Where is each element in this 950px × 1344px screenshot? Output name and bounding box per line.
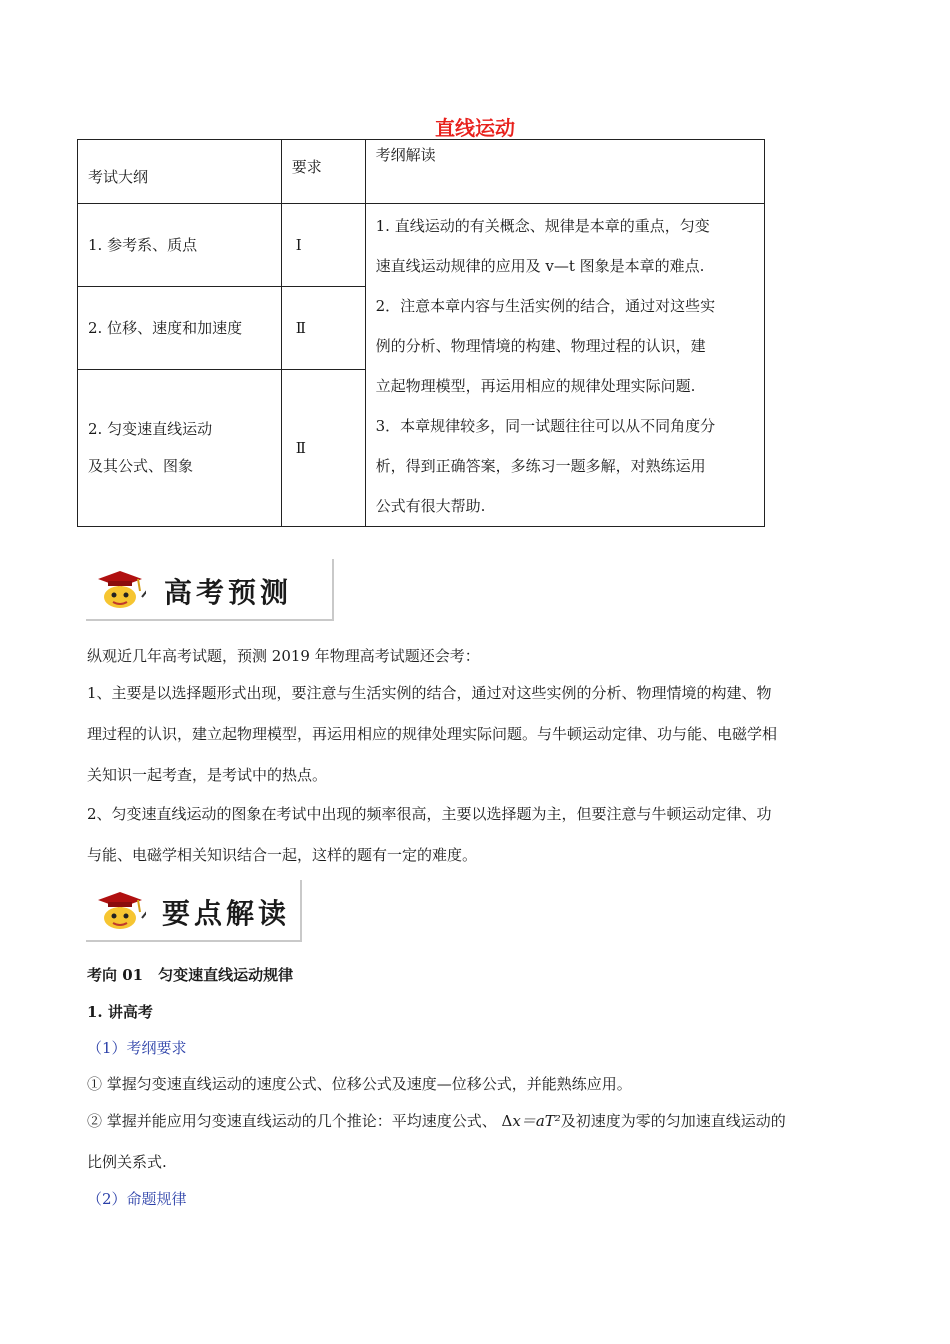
subheading-outline-requirements: （1）考纲要求 xyxy=(87,1039,187,1057)
paragraph-line: 理过程的认识，建立起物理模型，再运用相应的规律处理实际问题。与牛顿运动定律、功与能、电磁学相 xyxy=(87,725,778,743)
interpretation-cell xyxy=(365,204,764,527)
paragraph-line: 2、匀变速直线运动的图象在考试中出现的频率很高，主要以选择题为主，但要注意与牛顿运动定律、功 xyxy=(87,805,772,823)
prediction-intro: 纵观近几年高考试题，预测 2019 年物理高考试题还会考： xyxy=(87,647,480,665)
requirement-2-suffix: 及初速度为零的匀加速直线运动的 xyxy=(560,1112,786,1130)
outline-item: 1. 参考系、质点 xyxy=(78,204,282,287)
interpretation-line: 立起物理模型，再运用相应的规律处理实际问题. xyxy=(375,377,696,395)
exam-outline-table xyxy=(77,139,765,527)
requirement-level: Ⅰ xyxy=(281,204,365,287)
requirement-2 xyxy=(87,1101,867,1183)
outline-item-line: 及其公式、图象 xyxy=(88,456,194,475)
subheading-proposition-rules: （2）命题规律 xyxy=(87,1190,187,1208)
outline-item xyxy=(78,369,282,526)
mascot-graduate-icon xyxy=(94,890,146,930)
outline-item: 2. 位移、速度和加速度 xyxy=(78,286,282,369)
header-outline: 考试大纲 xyxy=(78,140,282,204)
prediction-paragraph-1 xyxy=(87,673,867,796)
requirement-1: ① 掌握匀变速直线运动的速度公式、位移公式及速度—位移公式，并能熟练应用。 xyxy=(87,1075,632,1093)
requirement-2-line xyxy=(87,1101,867,1142)
requirement-level: Ⅱ xyxy=(281,369,365,526)
banner-label: 要点解读 xyxy=(162,897,291,930)
requirement-2-line: 比例关系式. xyxy=(87,1153,167,1171)
interpretation-line: 例的分析、物理情境的构建、物理过程的认识，建 xyxy=(375,337,706,355)
banner-exam-prediction xyxy=(86,559,334,621)
interpretation-line: 析，得到正确答案，多练习一题多解，对熟练运用 xyxy=(375,457,706,475)
header-requirement: 要求 xyxy=(281,140,365,204)
requirement-2-prefix: ② 掌握并能应用匀变速直线运动的几个推论：平均速度公式、 Δ xyxy=(87,1112,513,1130)
banner-label: 高考预测 xyxy=(164,576,293,609)
interpretation-line: 2．注意本章内容与生活实例的结合，通过对这些实 xyxy=(375,297,716,315)
interpretation-line: 3．本章规律较多，同一试题往往可以从不同角度分 xyxy=(375,417,716,435)
mascot-graduate-icon xyxy=(94,569,146,609)
header-interpretation: 考纲解读 xyxy=(365,140,764,204)
subheading-lecture: 1. 讲高考 xyxy=(87,1003,153,1021)
paragraph-line: 1、主要是以选择题形式出现，要注意与生活实例的结合，通过对这些实例的分析、物理情境的构建、物 xyxy=(87,684,772,702)
requirement-level: Ⅱ xyxy=(281,286,365,369)
prediction-paragraph-2 xyxy=(87,794,867,876)
paragraph-line: 关知识一起考查，是考试中的热点。 xyxy=(87,766,328,784)
interpretation-line: 1. 直线运动的有关概念、规律是本章的重点，匀变 xyxy=(375,217,710,235)
document-title: 直线运动 xyxy=(435,116,515,140)
section-heading: 考向 01 匀变速直线运动规律 xyxy=(87,966,294,984)
table-header-row xyxy=(78,140,765,204)
interpretation-line: 公式有很大帮助. xyxy=(375,497,486,515)
outline-item-line: 2. 匀变速直线运动 xyxy=(88,419,213,438)
table-row xyxy=(78,204,765,287)
banner-key-points xyxy=(86,880,302,942)
paragraph-line: 与能、电磁学相关知识结合一起，这样的题有一定的难度。 xyxy=(87,846,478,864)
interpretation-line: 速直线运动规律的应用及 v—t 图象是本章的难点. xyxy=(375,257,705,275)
formula: x＝aT² xyxy=(512,1112,561,1130)
